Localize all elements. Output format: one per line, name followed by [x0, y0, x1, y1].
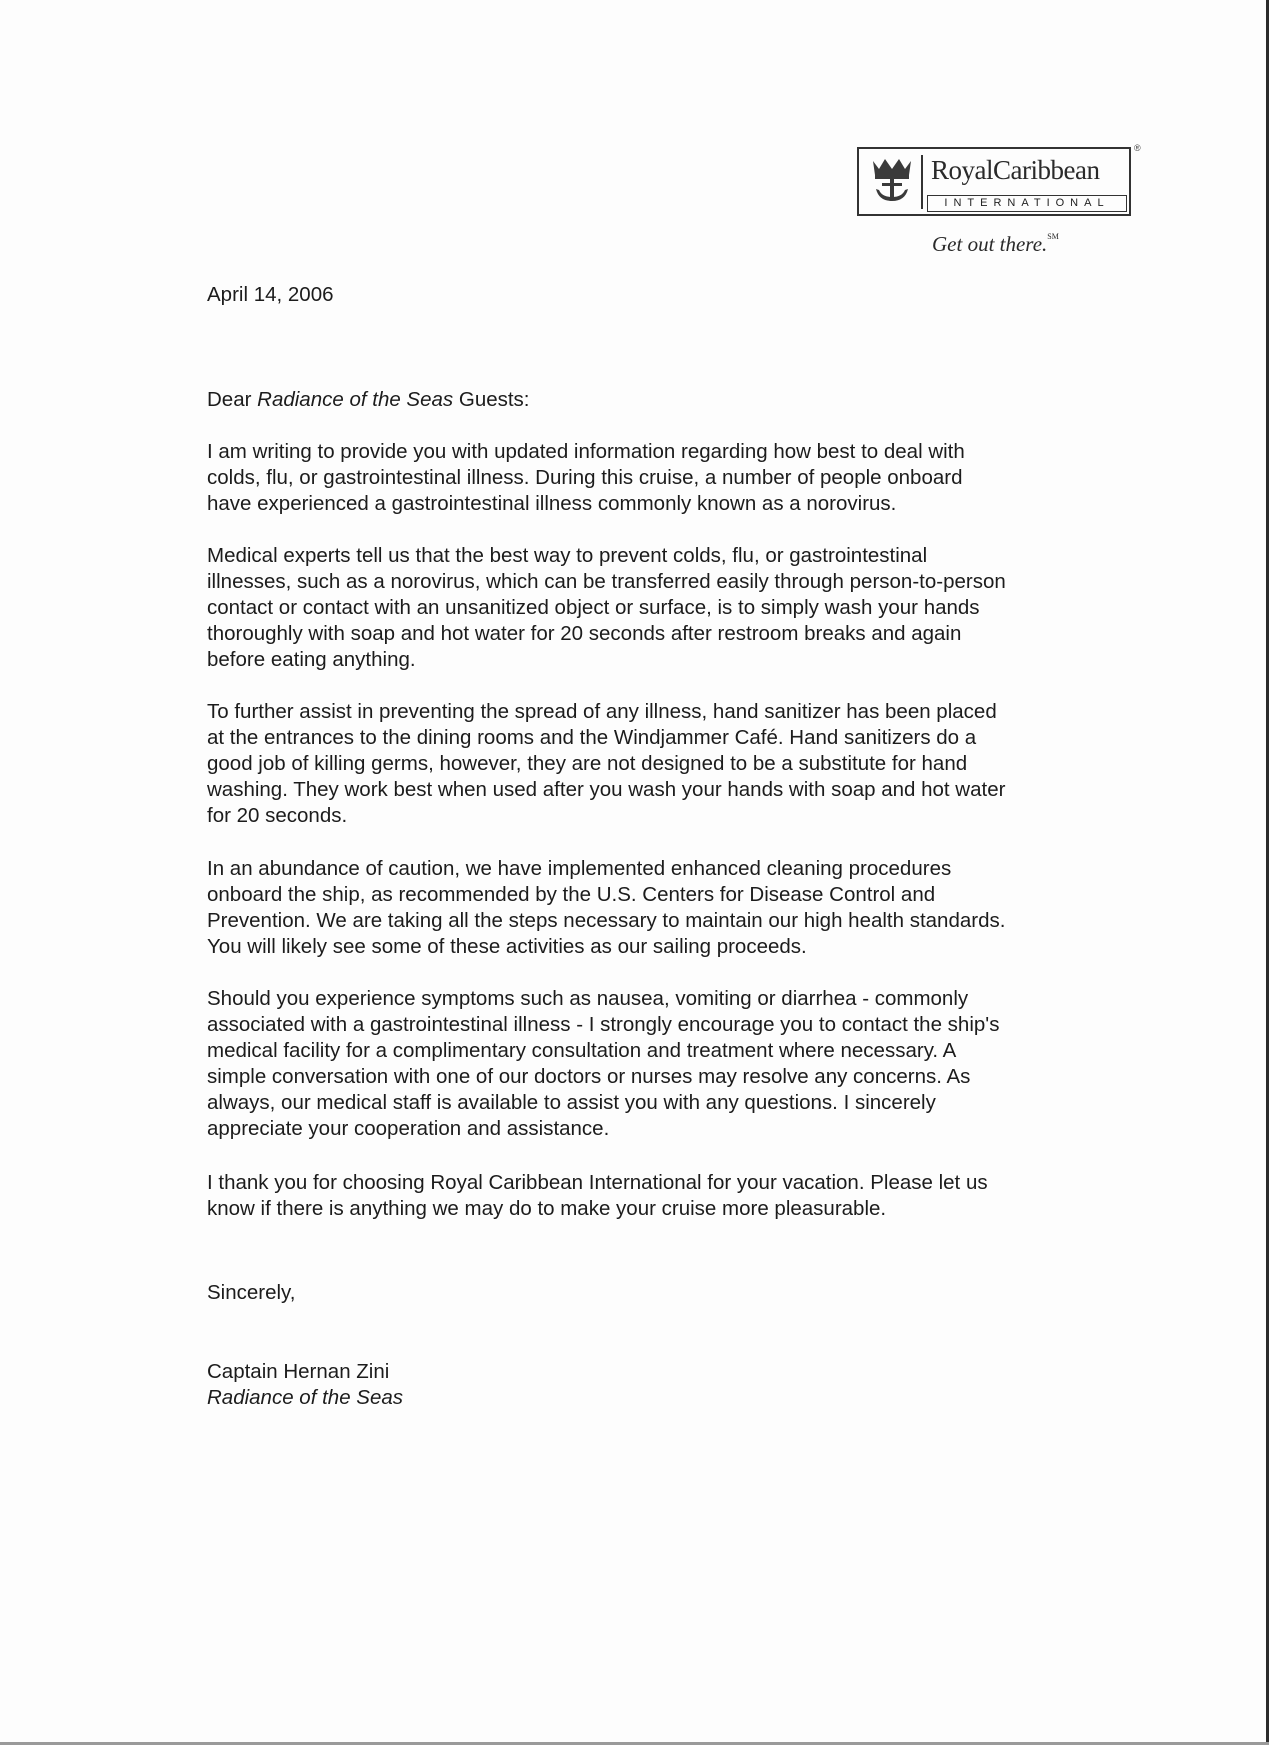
letter-date: April 14, 2006	[207, 283, 334, 306]
brand-sub: INTERNATIONAL	[944, 197, 1110, 209]
tagline-text: Get out there.	[932, 232, 1048, 256]
royal-caribbean-logo	[857, 147, 1131, 216]
paragraph-line: for 20 seconds.	[207, 804, 348, 827]
paragraph-line: You will likely see some of these activities as our sailing proceeds.	[207, 935, 807, 958]
paragraph-6	[207, 1170, 1107, 1222]
paragraph-3	[207, 699, 1107, 829]
paragraph-line: In an abundance of caution, we have implemented enhanced cleaning procedures	[207, 857, 952, 880]
paragraph-2	[207, 543, 1107, 673]
brand-name: RoyalCaribbean	[931, 155, 1100, 185]
salutation-suffix: Guests:	[453, 388, 530, 411]
service-mark: SM	[1047, 232, 1059, 241]
paragraph-line: thoroughly with soap and hot water for 20 seconds after restroom breaks and again	[207, 622, 962, 645]
paragraph-line: always, our medical staff is available to assist you with any questions. I sincerely	[207, 1091, 936, 1114]
paragraph-line: onboard the ship, as recommended by the U.S. Centers for Disease Control and	[207, 883, 936, 906]
paragraph-line: at the entrances to the dining rooms and the Windjammer Café. Hand sanitizers do a	[207, 726, 977, 749]
paragraph-4	[207, 856, 1107, 960]
paragraph-line: associated with a gastrointestinal illness - I strongly encourage you to contact the ship's	[207, 1013, 1000, 1036]
tagline	[932, 232, 1059, 257]
paragraph-line: good job of killing germs, however, they are not designed to be a substitute for hand	[207, 752, 968, 775]
paragraph-line: have experienced a gastrointestinal illness commonly known as a norovirus.	[207, 492, 897, 515]
paragraph-line: To further assist in preventing the spread of any illness, hand sanitizer has been placed	[207, 700, 997, 723]
paragraph-line: colds, flu, or gastrointestinal illness. During this cruise, a number of people onboard	[207, 466, 963, 489]
signature-title: Radiance of the Seas	[207, 1386, 404, 1409]
paragraph-line: Prevention. We are taking all the steps necessary to maintain our high health standards.	[207, 909, 1006, 932]
paragraph-line: medical facility for a complimentary consultation and treatment where necessary. A	[207, 1039, 957, 1062]
paragraph-line: contact or contact with an unsanitized object or surface, is to simply wash your hands	[207, 596, 980, 619]
paragraph-line: washing. They work best when used after you wash your hands with soap and hot water	[207, 778, 1006, 801]
paragraph-line: before eating anything.	[207, 648, 416, 671]
paragraph-line: Should you experience symptoms such as nausea, vomiting or diarrhea - commonly	[207, 987, 969, 1010]
brand-sub-box	[927, 195, 1127, 212]
paragraph-5	[207, 986, 1107, 1142]
paragraph-1	[207, 439, 1107, 517]
closing: Sincerely,	[207, 1281, 296, 1304]
paragraph-line: illnesses, such as a norovirus, which can be transferred easily through person-to-person	[207, 570, 1006, 593]
salutation-ship: Radiance of the Seas	[257, 388, 454, 411]
registered-mark: ®	[1134, 143, 1141, 153]
salutation	[207, 388, 530, 412]
crown-anchor-icon	[865, 155, 923, 209]
paragraph-line: simple conversation with one of our doctors or nurses may resolve any concerns. As	[207, 1065, 971, 1088]
paragraph-line: appreciate your cooperation and assistance.	[207, 1117, 610, 1140]
paragraph-line: Medical experts tell us that the best way to prevent colds, flu, or gastrointestinal	[207, 544, 928, 567]
paragraph-line: I am writing to provide you with updated information regarding how best to deal with	[207, 440, 965, 463]
paragraph-line: I thank you for choosing Royal Caribbean International for your vacation. Please let us	[207, 1171, 988, 1194]
signature-name: Captain Hernan Zini	[207, 1360, 390, 1383]
paragraph-line: know if there is anything we may do to make your cruise more pleasurable.	[207, 1197, 887, 1220]
salutation-prefix: Dear	[207, 388, 258, 411]
